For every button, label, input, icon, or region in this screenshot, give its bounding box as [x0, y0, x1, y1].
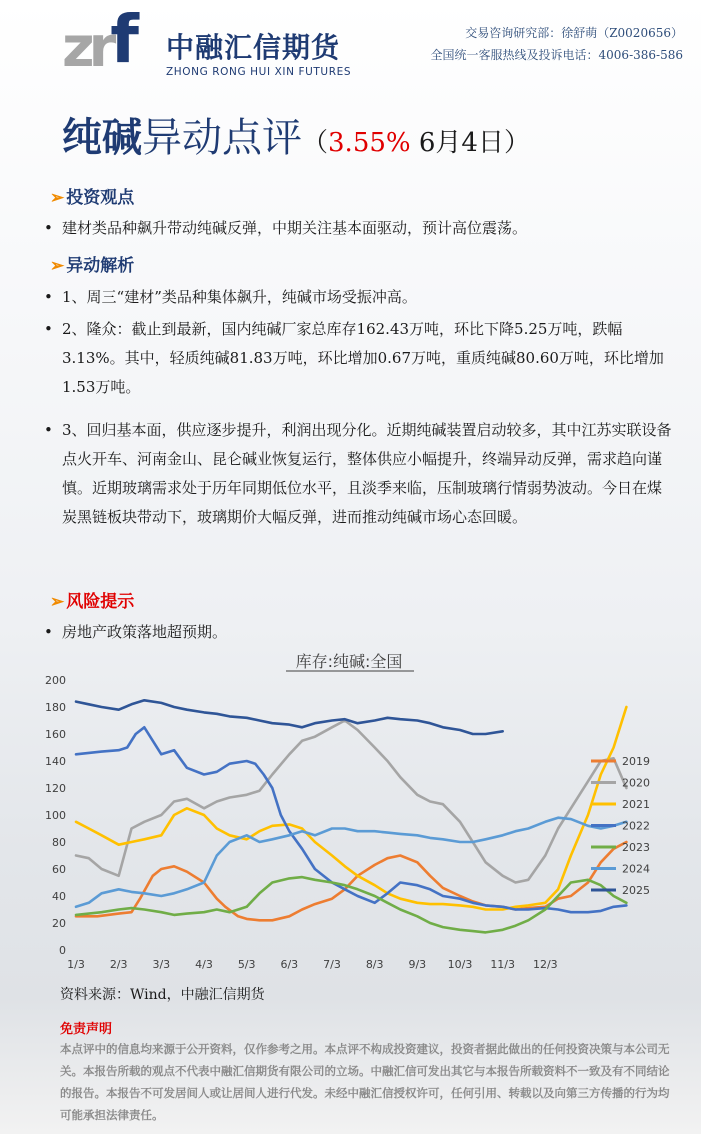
risk-paragraph	[44, 618, 674, 647]
x-tick-label: 1/3	[67, 958, 85, 971]
inventory-chart	[36, 648, 666, 978]
analysis-item-3	[44, 416, 674, 532]
section-title: 投资观点	[66, 188, 135, 208]
legend-label-2020: 2020	[622, 776, 650, 790]
paragraph-text: 3、回归基本面，供应逐步提升，利润出现分化。近期纯碱装置启动较多，其中江苏实联设备点火开车、河南金山、昆仑碱业恢复运行，整体供应小幅提升，终端异动反弹，需求趋向谨慎。近期玻璃需求处于历年同期低位水平，且淡季来临，压制玻璃行情弱势波动。今日在煤炭黑链板块带动下，玻璃期价大幅反弹，进而推动纯碱市场心态回暖。	[62, 421, 672, 526]
series-lines	[76, 700, 626, 932]
y-tick-label: 160	[45, 728, 66, 741]
hotline-line: 全国统一客服热线及投诉电话：4006-386-586	[430, 48, 683, 62]
analyst-line: 交易咨询研究部：徐舒萌（Z0020656）	[465, 26, 683, 40]
disclaimer-title: 免责声明	[60, 1022, 113, 1037]
series-line-2020	[76, 721, 626, 883]
y-tick-label: 140	[45, 755, 66, 768]
section-risk	[50, 587, 134, 612]
x-tick-label: 2/3	[109, 958, 128, 971]
series-line-2023	[76, 877, 626, 932]
y-tick-label: 80	[52, 836, 66, 849]
x-tick-label: 5/3	[237, 958, 256, 971]
chart-svg	[36, 648, 666, 978]
title-commodity: 纯碱	[62, 114, 142, 161]
analysis-item-2	[44, 315, 674, 402]
series-line-2022	[76, 727, 626, 912]
y-tick-label: 60	[52, 863, 66, 876]
legend-label-2022: 2022	[622, 819, 650, 833]
paragraph-text: 建材类品种飙升带动纯碱反弹，中期关注基本面驱动，预计高位震荡。	[62, 219, 528, 237]
series-line-2021	[76, 707, 626, 910]
y-tick-label: 200	[45, 674, 66, 687]
x-tick-label: 4/3	[195, 958, 213, 971]
y-axis-ticks	[45, 674, 66, 957]
arrow-icon: ➢	[50, 188, 65, 208]
x-tick-label: 10/3	[447, 958, 473, 971]
title-paren: （	[302, 128, 329, 158]
x-axis-ticks	[67, 958, 558, 971]
x-tick-label: 7/3	[323, 958, 341, 971]
y-tick-label: 180	[45, 701, 66, 714]
y-tick-label: 0	[59, 944, 66, 957]
y-tick-label: 120	[45, 782, 66, 795]
section-title: 风险提示	[66, 592, 135, 612]
legend-label-2024: 2024	[622, 862, 650, 876]
disclaimer-text: 本点评中的信息均来源于公开资料，仅作参考之用。本点评不构成投资建议，投资者据此做出的任何投资决策与本公司无关。本报告所载的观点不代表中融汇信期货有限公司的立场。中融汇信可发出其它与本报告所载资料不一致及有不同结论的报告。本报告不可发居间人或让居间人进行代发。未经中融汇信授权许可，任何引用、转载以及向第三方传播的行为均可能承担法律责任。	[60, 1042, 670, 1122]
arrow-icon: ➢	[50, 592, 65, 612]
title-change-pct: 3.55%	[328, 128, 411, 158]
bullet-icon: •	[44, 288, 53, 306]
bullet-icon: •	[44, 623, 53, 641]
y-tick-label: 40	[52, 890, 66, 903]
section-title: 异动解析	[66, 256, 135, 276]
view-paragraph	[44, 214, 674, 243]
x-tick-label: 6/3	[280, 958, 299, 971]
logo-mark: zrf	[62, 1, 133, 80]
legend-label-2021: 2021	[622, 798, 650, 811]
bullet-icon: •	[44, 421, 53, 439]
data-source: 资料来源：Wind，中融汇信期货	[60, 987, 265, 1003]
legend-label-2025: 2025	[622, 884, 650, 897]
bullet-icon: •	[44, 320, 53, 338]
chart-title: 库存:纯碱:全国	[295, 652, 403, 671]
title-label: 异动点评	[142, 115, 302, 161]
title-date: 6月4日）	[410, 128, 530, 158]
series-line-2025	[76, 700, 503, 734]
legend-label-2023: 2023	[622, 841, 650, 854]
logo-chinese-name: 中融汇信期货	[166, 31, 341, 64]
arrow-icon: ➢	[50, 256, 65, 276]
y-tick-label: 100	[45, 809, 66, 822]
section-investment-view	[50, 183, 134, 208]
company-logo	[62, 1, 382, 82]
paragraph-text: 房地产政策落地超预期。	[62, 623, 228, 641]
x-tick-label: 9/3	[408, 958, 427, 971]
page-title	[62, 112, 530, 169]
x-tick-label: 11/3	[490, 958, 516, 971]
x-tick-label: 8/3	[365, 958, 384, 971]
paragraph-text: 2、隆众：截止到最新，国内纯碱厂家总库存162.43万吨，环比下降5.25万吨，跌幅3.13%。其中，轻质纯碱81.83万吨，环比增加0.67万吨，重质纯碱80.60万吨，环比增加1.53万吨。	[62, 320, 664, 396]
x-tick-label: 12/3	[532, 958, 558, 971]
bullet-icon: •	[44, 219, 53, 237]
paragraph-text: 1、周三“建材”类品种集体飙升，纯碱市场受振冲高。	[62, 288, 417, 306]
x-tick-label: 3/3	[152, 958, 171, 971]
analysis-item-1	[44, 283, 674, 312]
logo-english-name: ZHONG RONG HUI XIN FUTURES	[166, 66, 352, 78]
section-analysis	[50, 251, 134, 276]
legend-label-2019: 2019	[622, 755, 650, 768]
contact-info	[431, 22, 683, 66]
y-tick-label: 20	[52, 917, 66, 930]
